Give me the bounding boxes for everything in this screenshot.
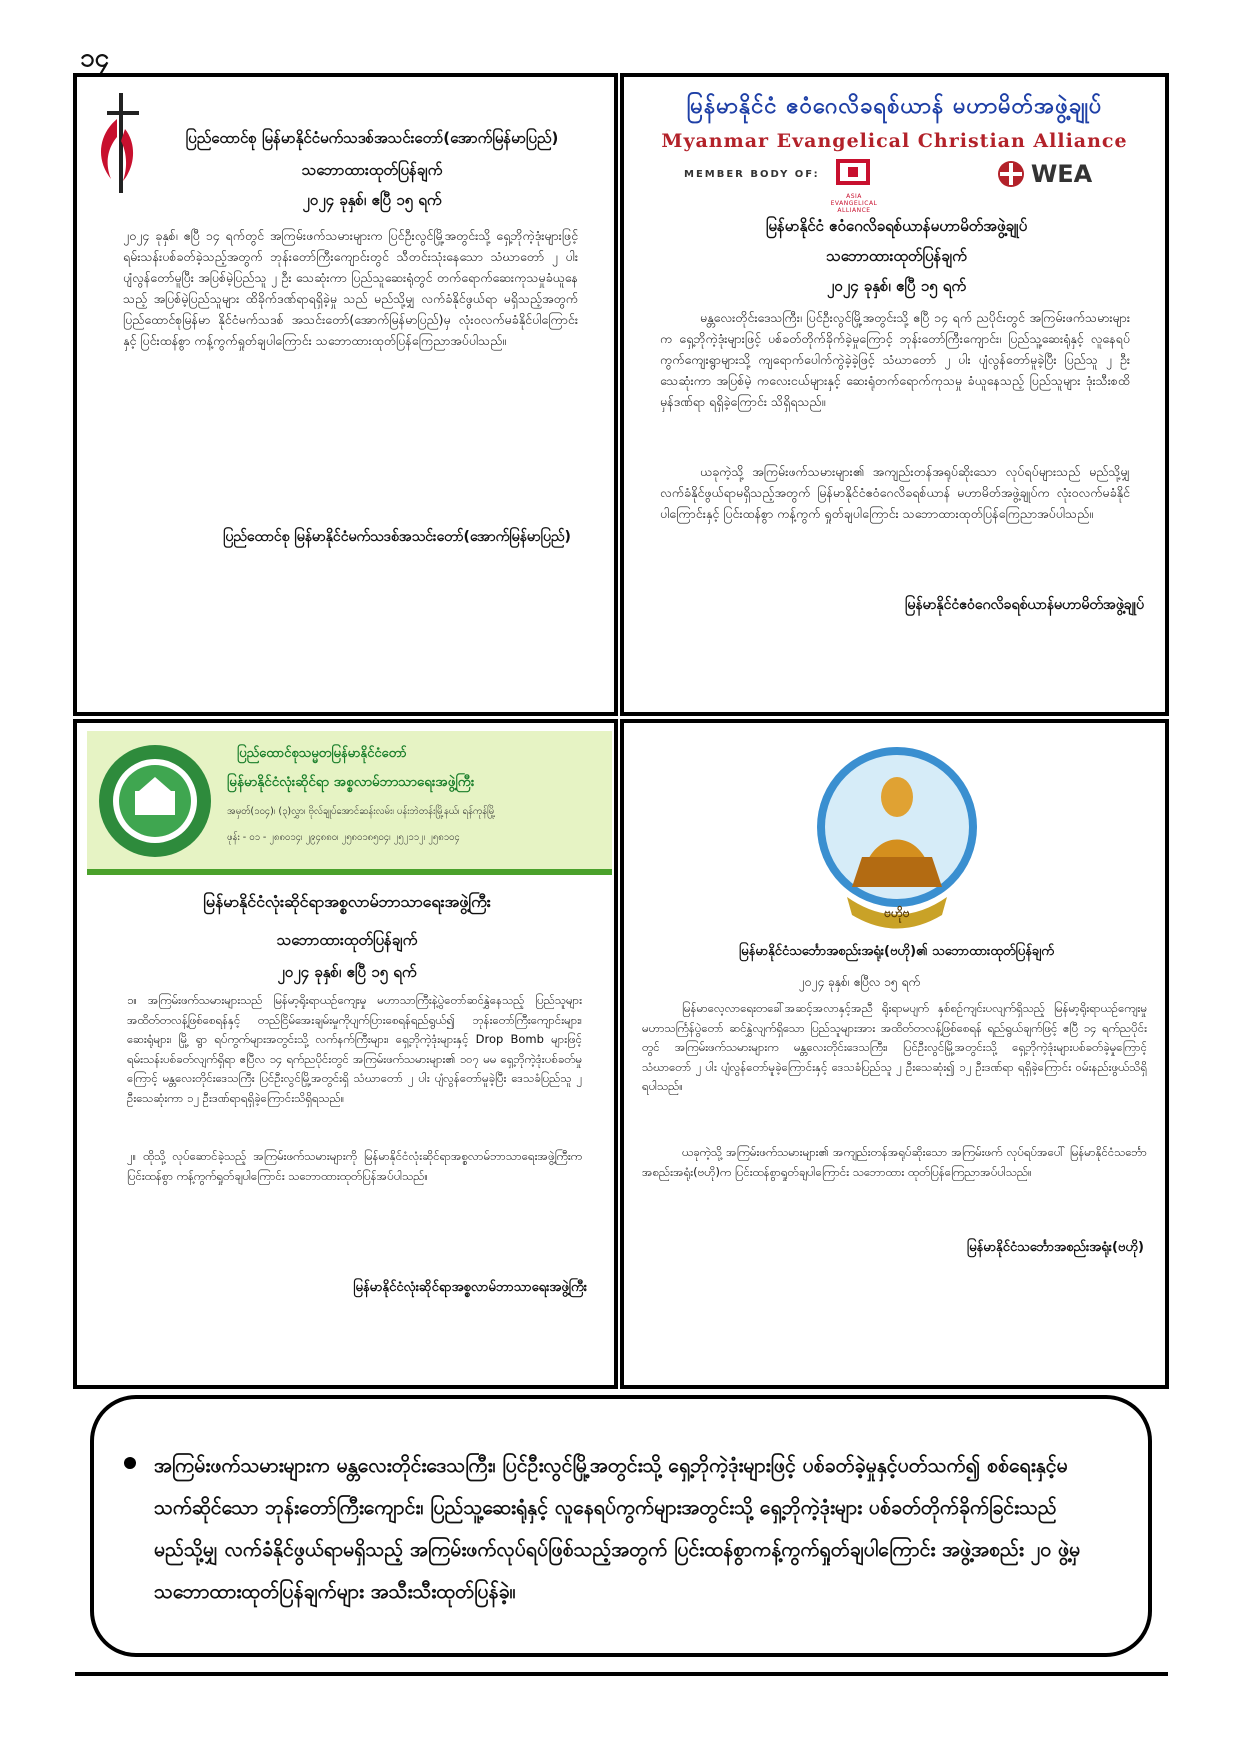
statement-date: ၂၀၂၄ ခုနှစ်၊ ဧပြီလ ၁၅ ရက်: [799, 975, 921, 989]
wea-label: WEA: [1030, 160, 1093, 188]
statement-org-title: မြန်မာနိုင်ငံ ဧဝံဂေလိခရစ်ယာန်မဟာမိတ်အဖွဲ့ချုပ်: [765, 217, 1028, 235]
statement-date: ၂၀၂၄ ခုနှစ်၊ ဧပြီ ၁၅ ရက်: [302, 191, 442, 209]
association-emblem-icon: [792, 737, 1002, 947]
statement-body-2: ၂။ ထိုသို့ လုပ်ဆောင်ခဲ့သည့် အကြမ်းဖက်သမားများကို မြန်မာနိုင်ငံလုံးဆိုင်ရာအစ္စလာမ်ဘာသာရေးအဖွဲ့ကြီးက ပြင်းထန်စွာ ကန့်ကွက်ရှုတ်ချပါကြောင်း သဘောထားထုတ်ပြန်အပ်ပါသည်။: [127, 1149, 582, 1183]
islamic-council-statement-panel: [73, 719, 618, 1389]
statement-signature: မြန်မာနိုင်ငံသင်္ဘောအစည်းအရုံး(ဗဟို): [966, 1240, 1144, 1255]
page-number: ၁၄: [80, 43, 110, 73]
methodist-cross-flame-icon: [89, 89, 145, 199]
statement-signature: မြန်မာနိုင်ငံလုံးဆိုင်ရာအစ္စလာမ်ဘာသာရေးအဖွဲ့ကြီး: [353, 1280, 587, 1295]
statement-date: ၂၀၂၄ ခုနှစ်၊ ဧပြီ ၁၅ ရက်: [826, 277, 967, 295]
statement-org-title: မြန်မာနိုင်ငံလုံးဆိုင်ရာအစ္စလာမ်ဘာသာရေးအဖွဲ့ကြီး: [203, 892, 491, 911]
wea-logo-icon: [984, 159, 1104, 199]
statement-body-1: မြန်မာလေ့လာရေးတခေါ်အဆင့်အလာနှင့်အညီ ရိုးရာမပျက် နှစ်စဉ်ကျင်းပလျက်ရှိသည့် မြန်မာ့ရိုးရာယဉ်ကျေးမှု မဟာသင်္ကြန်ပွဲတော် ဆင်နွှဲလျက်ရှိသော ပြည်သူများအား အထိတ်တလန့်ဖြစ်စေရန် ရည်ရွယ်ချက်ဖြင့် ဧပြီ ၁၄ ရက်ညပိုင်းတွင် အကြမ်းဖက်သမားများက မန္တလေးတိုင်းဒေသကြီး၊ ပြင်ဦးလွင်မြို့အတွင်းသို့ ရှေ့ဘိုကဲ့ဒုံးများပစ်ခတ်ခဲ့မှုကြောင့် သံဃာတော် ၂ ပါး ပျံလွန်တော်မူခဲ့ကြောင်းနှင့် ဒေသခံပြည်သူ ၂ ဦးသေဆုံး၍ ၁၂ ဦးဒဏ်ရာ ရရှိခဲ့ကြောင်း ဝမ်းနည်းဖွယ်သိရှိရပါသည်။: [642, 1001, 1147, 1093]
emblem-ribbon-label: ဗဟိုဗ: [884, 906, 910, 920]
islamic-council-letterhead: [87, 731, 612, 875]
statement-org-title: ပြည်ထောင်စု မြန်မာနိုင်ငံမက်သဒစ်အသင်းတော်(အောက်မြန်မာပြည်): [185, 129, 559, 147]
banner-address: အမှတ်(၁၀၄)၊ (၃)လွှာ၊ ဗိုလ်ချုပ်အောင်ဆန်းလမ်း၊ ပန်းဘဲတန်းမြို့နယ်၊ ရန်ကုန်မြို့: [227, 806, 496, 817]
statement-body-2: ယခုကဲ့သို့ အကြမ်းဖက်သမားများ၏ အကျည်းတန်အရုပ်ဆိုးသော အကြမ်းဖက် လုပ်ရပ်အပေါ် မြန်မာနိုင်ငံသင်္ဘော အစည်းအရုံး(ဗဟို)က ပြင်းထန်စွာရှုတ်ချပါကြောင်း သဘောထား ထုတ်ပြန်ကြေညာအပ်ပါသည်။: [642, 1145, 1147, 1179]
aea-label: ASIA EVANGELICAL ALLIANCE: [830, 193, 878, 214]
meca-name-myanmar: မြန်မာနိုင်ငံ ဧဝံဂေလိခရစ်ယာန် မဟာမိတ်အဖွဲ့ချုပ်: [686, 94, 1103, 119]
statement-body-2: ယခုကဲ့သို့ အကြမ်းဖက်သမားများ၏ အကျည်းတန်အရုပ်ဆိုးသော လုပ်ရပ်များသည် မည်သို့မျှ လက်ခံနိုင်ဖွယ်ရာမရှိသည့်အတွက် မြန်မာနိုင်ငံဧဝံဂေလိခရစ်ယာန် မဟာမိတ်အဖွဲ့ချုပ်က လုံးဝလက်မခံနိုင်ပါကြောင်းနှင့် ပြင်းထန်စွာ ကန့်ကွက် ရှုတ်ချပါကြောင်း သဘောထားထုတ်ပြန်ကြေညာအပ်ပါသည်။: [660, 464, 1130, 521]
statement-date: ၂၀၂၄ ခုနှစ်၊ ဧပြီ ၁၅ ရက်: [277, 963, 417, 981]
bullet-icon: [124, 1457, 136, 1469]
meca-statement-panel: [620, 73, 1169, 716]
member-body-label: MEMBER BODY OF:: [684, 169, 820, 180]
statement-signature: မြန်မာနိုင်ငံဧဝံဂေလိခရစ်ယာန်မဟာမိတ်အဖွဲ့ချုပ်: [905, 597, 1144, 613]
statement-body-1: မန္တလေးတိုင်းဒေသကြီး၊ ပြင်ဦးလွင်မြို့အတွင်းသို့ ဧပြီ ၁၄ ရက် ညပိုင်းတွင် အကြမ်းဖက်သမားများက ရှေ့ဘိုကဲ့ဒုံးများဖြင့် ပစ်ခတ်တိုက်ခိုက်ခဲ့မှုကြောင့် ဘုန်းတော်ကြီးကျောင်း၊ ပြည်သူ့ဆေးရုံနှင့် လူနေရပ်ကွက်ကျေးရွာများသို့ ကျရောက်ပေါက်ကွဲခဲ့ခဲ့ဖြင့် သံဃာတော် ၂ ပါး ပျံလွန်တော်မူခဲ့ပြီး ပြည်သူ ၂ ဦးသေဆုံးကာ အပြစ်မဲ့ ကလေးငယ်များနှင့် ဆေးရုံတက်ရောက်ကုသမှု ခံယူနေသည့် ပြည်သူများ ဒုံးသီးစထိမှန်ဒဏ်ရာ ရရှိခဲ့ကြောင်း သိရှိရသည်။: [660, 310, 1130, 409]
aea-logo-icon: [824, 157, 884, 214]
statement-body-1: ၁။ အကြမ်းဖက်သမားများသည် မြန်မာ့ရိုးရာယဉ်ကျေးမှု မဟာသာကြီးနဲ့ပွဲတော်ဆင်နွှဲနေသည့် ပြည်သူများ အထိတ်တလန့်ဖြစ်စေရန်နှင့် တည်ငြိမ်အေးချမ်းမှုကိုပျက်ပြားစေရန်ရည်ရွယ်၍ ဘုန်းတော်ကြီးကျောင်းများ၊ ဆေးရုံများ၊ မြို့ ရွာ ရပ်ကွက်များအတွင်းသို့ လက်နက်ကြီးများ၊ ရှေ့ဘိုကဲ့ဒုံးများနှင့် Drop Bomb များဖြင့် ရမ်းသန်းပစ်ခတ်လျက်ရှိရာ ဧပြီလ ၁၄ ရက်ညပိုင်းတွင် အကြမ်းဖက်သမားများ၏ ၁၀၇ မမ ရှေ့ဘိုကဲ့ဒုံးပစ်ခတ်မှုကြောင့် မန္တလေးတိုင်းဒေသကြီး ပြင်ဦးလွင်မြို့အတွင်းရှိ သံဃာတော် ၂ ပါး ပျံလွန်တော်မူခဲ့ပြီး ဒေသခံပြည်သူ ၂ ဦးသေဆုံးကာ ၁၂ ဦးဒဏ်ရာရရှိခဲ့ကြောင်းသိရှိရသည်။: [127, 993, 582, 1105]
methodist-statement-panel: [73, 73, 618, 716]
footer-rule: [75, 1672, 1168, 1676]
islamic-council-seal-icon: [95, 741, 215, 861]
statement-heading: မြန်မာနိုင်ငံသင်္ဘောအစည်းအရုံး(ဗဟို)၏ သဘောထားထုတ်ပြန်ချက်: [738, 944, 1054, 959]
statement-heading: သဘောထားထုတ်ပြန်ချက်: [276, 931, 418, 949]
statement-heading: သဘောထားထုတ်ပြန်ချက်: [301, 161, 443, 179]
statement-signature: ပြည်ထောင်စု မြန်မာနိုင်ငံမက်သဒစ်အသင်းတော်(အောက်မြန်မာပြည်): [223, 529, 571, 545]
banner-country-name: ပြည်ထောင်စုသမ္မတမြန်မာနိုင်ငံတော်: [237, 746, 407, 761]
association-statement-panel: [620, 719, 1169, 1389]
summary-callout: [90, 1395, 1152, 1657]
banner-org-name: မြန်မာနိုင်ငံလုံးဆိုင်ရာ အစ္စလာမ်ဘာသာရေးအဖွဲ့ကြီး: [227, 774, 475, 790]
statement-body: ၂၀၂၄ ခုနှစ်၊ ဧပြီ ၁၄ ရက်တွင် အကြမ်းဖက်သမားများက ပြင်ဦးလွင်မြို့အတွင်းသို့ ရှေ့ဘိုကဲ့ဒုံးများဖြင့် ရမ်းသန်းပစ်ခတ်ခဲ့သည့်အတွက် ဘုန်းတော်ကြီးကျောင်းတွင် သီတင်းသုံးနေသော သံဃာတော် ၂ ပါး ပျံလွန်တော်မူပြီး အပြစ်မဲ့ပြည်သူ ၂ ဦး သေဆုံးကာ ပြည်သူဆေးရုံတွင် တက်ရောက်ဆေးကုသမှုခံယူနေသည့် အပြစ်မဲ့ပြည်သူများ ထိခိုက်ဒဏ်ရာရရှိခဲ့မှု သည် မည်သို့မျှ လက်ခံနိုင်ဖွယ်ရာ မရှိသည့်အတွက် ပြည်ထောင်စုမြန်မာ နိုင်ငံမက်သဒစ် အသင်းတော်(အောက်မြန်မာပြည်)မှ လုံးဝလက်မခံနိုင်ပါကြောင်းနှင့် ပြင်းထန်စွာ ကန့်ကွက်ရှုတ်ချပါကြောင်း သဘောထားထုတ်ပြန်ကြေညာအပ်ပါသည်။: [123, 228, 578, 348]
summary-text: အကြမ်းဖက်သမားများက မန္တလေးတိုင်းဒေသကြီး၊ ပြင်ဦးလွင်မြို့အတွင်းသို့ ရှေ့ဘိုကဲ့ဒုံးများဖြင့် ပစ်ခတ်ခဲ့မှုနှင့်ပတ်သက်၍ စစ်ရေးနှင့်မသက်ဆိုင်သော ဘုန်းတော်ကြီးကျောင်း၊ ပြည်သူ့ဆေးရုံနှင့် လူနေရပ်ကွက်များအတွင်းသို့ ရှေ့ဘိုကဲ့ဒုံးများ ပစ်ခတ်တိုက်ခိုက်ခြင်းသည် မည်သို့မျှ လက်ခံနိုင်ဖွယ်ရာမရှိသည့် အကြမ်းဖက်လုပ်ရပ်ဖြစ်သည့်အတွက် ပြင်းထန်စွာကန့်ကွက်ရှုတ်ချပါကြောင်း အဖွဲ့အစည်း ၂၀ ဖွဲ့မှ သဘောထားထုတ်ပြန်ချက်များ အသီးသီးထုတ်ပြန်ခဲ့။: [154, 1454, 1081, 1603]
statement-heading: သဘောထားထုတ်ပြန်ချက်: [826, 247, 967, 265]
meca-letterhead: [624, 77, 1165, 227]
meca-name-english: Myanmar Evangelical Christian Alliance: [661, 130, 1128, 152]
banner-phone: ဖုန်း - ၀၁ - ၂၈၈၀၁၄၊ ၂၉၄၈၈၀၊ ၂၅၈၀၁၈၅၀၄၊ ၂၅၂၁၁၂၊ ၂၅၈၁၀၄: [227, 832, 460, 843]
